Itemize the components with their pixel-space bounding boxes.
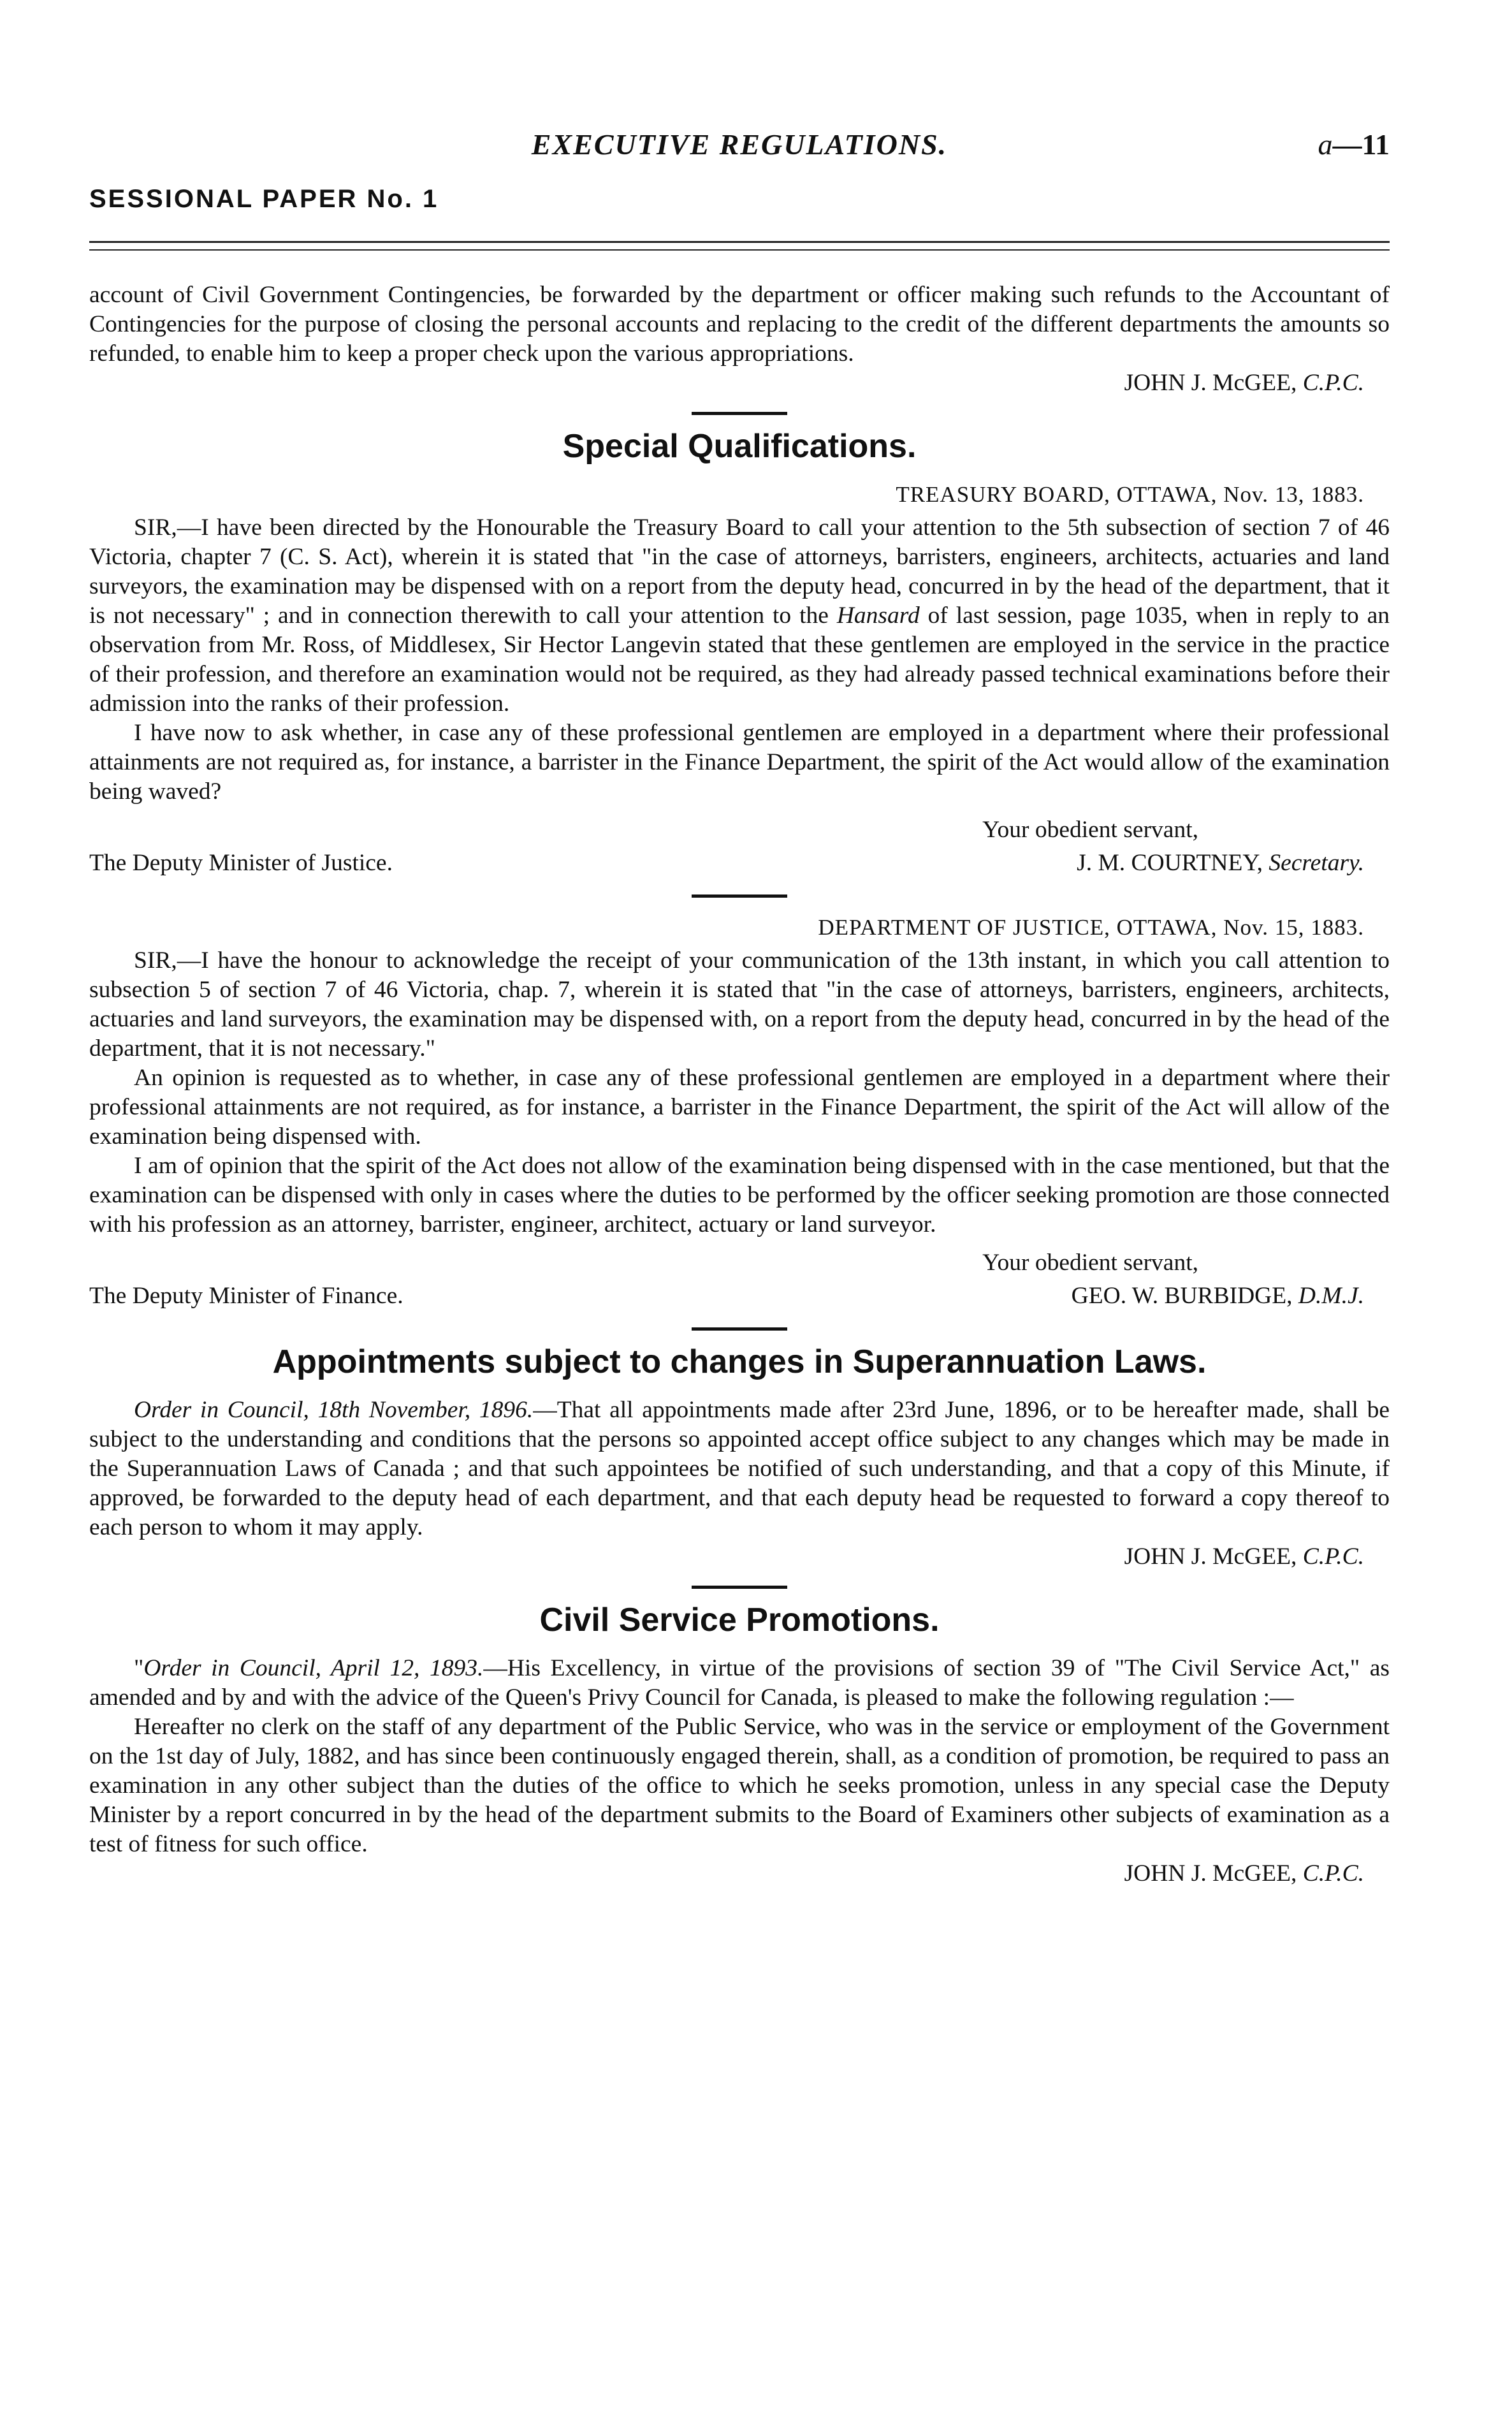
letter1-signature [1077,849,1364,878]
intro-signature [89,369,1390,398]
heading-civil-service-promotions: Civil Service Promotions. [539,1602,940,1639]
signature-title: C.P.C. [1302,370,1364,396]
section-divider [692,1586,787,1589]
letter1-para1-text: SIR,—I have been directed by the Honourable the Treasury Board to call your attention to the 5th subsection of section 7 of 46 Victoria, chapter 7 (C. S. Act), wherein it is stated that "in the case of attorneys, barristers, engineers, architects, actuaries and land surveyors, the examination may be dispensed with on a report from the deputy head, concurred in by the head of the department, that it is not necessary" ; and in connection therewith to call your attention to the [89,515,1390,629]
promotions-signature [89,1859,1390,1888]
heading-special-qualifications: Special Qualifications. [562,428,917,465]
sessional-paper-label: SESSIONAL PAPER No. 1 [89,185,439,213]
intro-paragraph: account of Civil Government Contingencies, be forwarded by the department or officer making such refunds to the Accountant of Contingencies for the purpose of closing the personal accounts and replacing to the credit of the different departments the amounts so refunded, to enable him to keep a proper check upon the various appropriations. [89,282,1390,367]
order-in-council-ref: Order in Council, 18th November, 1896. [134,1397,534,1423]
letter1-signature-line [89,849,1390,880]
signature-title: C.P.C. [1302,1544,1364,1570]
running-head [89,128,1390,166]
letter2-paragraph-2: An opinion is requested as to whether, in case any of these professional gentlemen are employed in a department where their professional attainments are not required, as for instance, a barrister in the Finance Department, the spirit of the Act will allow of the examination being dispensed with. [89,1065,1390,1150]
signature-name: JOHN J. McGEE, [1124,370,1303,396]
section-divider [692,412,787,415]
letter2-paragraph-1: SIR,—I have the honour to acknowledge the receipt of your communication of the 13th instant, in which you call attention to subsection 5 of section 7 of 46 Victoria, chap. 7, wherein it is stated that "in the case of attorneys, barristers, engineers, architects, actuaries and land surveyors, the examination may be dispensed with, on a report from the deputy head, concurred in by the head of the department, that it is not necessary." [89,947,1390,1062]
promotions-paragraph-1 [89,1654,1390,1712]
page-number [1318,128,1390,161]
letter2-dateline: DEPARTMENT OF JUSTICE, OTTAWA, Nov. 15, 1883. [818,915,1364,940]
running-title: EXECUTIVE REGULATIONS. [531,128,948,161]
section-divider [692,894,787,898]
signature-title: D.M.J. [1298,1283,1364,1309]
letter2-closing: Your obedient servant, [982,1250,1198,1276]
document-body [89,281,1390,1888]
letter2-signature-line [89,1281,1390,1313]
promotions-paragraph-2: Hereafter no clerk on the staff of any department of the Public Service, who was in the service or employment of the Government on the 1st day of July, 1882, and has since been continuously engaged therein, shall, as a condition of promotion, be required to pass an examination in any other subject than the duties of the office to which he seeks promotion, unless in any special case the Deputy Minister by a report concurred in by the head of the department submits to the Board of Examiners other subjects of examination as a test of fitness for such office. [89,1714,1390,1857]
header-rule [89,241,1390,251]
section-divider [692,1327,787,1331]
letter1-closing: Your obedient servant, [982,817,1198,843]
heading-appointments: Appointments subject to changes in Superannuation Laws. [272,1343,1207,1380]
open-quote: " [134,1655,144,1681]
letter1-paragraph-2: I have now to ask whether, in case any of these professional gentlemen are employed in a department where their professional attainments are not required as, for instance, a barrister in the Finance Department, the spirit of the Act would allow of the examination being waved? [89,720,1390,805]
signature-name: JOHN J. McGEE, [1124,1860,1303,1887]
page-number-prefix: a [1318,128,1333,161]
signature-title: Secretary. [1268,850,1364,876]
letter1-paragraph-1 [89,513,1390,719]
letter2-paragraph-3: I am of opinion that the spirit of the Act does not allow of the examination being dispensed with in the case mentioned, but that the examination can be dispensed with only in cases where the duties to be performed by the officer seeking promotion are those connected with his profession as an attorney, barrister, engineer, architect, actuary or land surveyor. [89,1153,1390,1238]
order-in-council-ref: Order in Council, April 12, 1893. [143,1655,484,1681]
signature-name: JOHN J. McGEE, [1124,1544,1303,1570]
letter1-addressee: The Deputy Minister of Justice. [89,850,393,876]
letter1-para1-end: of last session, page 1035, when in reply to an observation from Mr. Ross, of Middlesex, Sir Hector Langevin stated that these gentlemen are employed in the service in the practice of their profession, and therefore an examination would not be required, as they had already passed technical examinations before their admission into the ranks of their profession. [89,602,1390,717]
appointments-paragraph [89,1396,1390,1542]
page-number-value: —11 [1332,128,1390,161]
signature-name: J. M. COURTNEY, [1077,850,1269,876]
hansard-italic: Hansard [836,602,920,629]
letter2-signature [1072,1281,1364,1311]
promotions-para1-text: —His Excellency, in virtue of the provisions of section 39 of "The Civil Service Act," as amended and by and with the advice of the Queen's Privy Council for Canada, is pleased to make the following regulation :— [89,1655,1390,1711]
signature-title: C.P.C. [1302,1860,1364,1887]
appointments-signature [89,1542,1390,1572]
letter1-dateline: TREASURY BOARD, OTTAWA, Nov. 13, 1883. [896,482,1364,507]
appointments-text: —That all appointments made after 23rd June, 1896, or to be hereafter made, shall be subject to the understanding and conditions that the persons so appointed accept office subject to any changes which may be made in the Superannuation Laws of Canada ; and that such appointees be notified of such understanding, and that a copy of this Minute, if approved, be forwarded to the deputy head of each department, and that each deputy head be requested to forward a copy thereof to each person to whom it may apply. [89,1397,1390,1540]
letter2-addressee: The Deputy Minister of Finance. [89,1283,403,1309]
signature-name: GEO. W. BURBIDGE, [1071,1283,1298,1309]
